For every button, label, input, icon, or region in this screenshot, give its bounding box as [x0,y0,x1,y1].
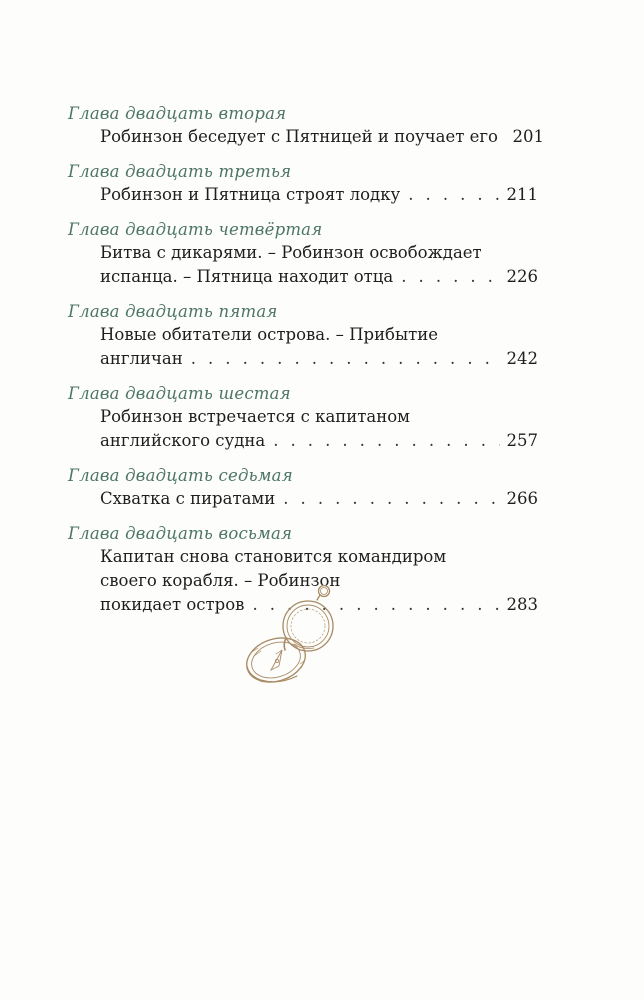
entry-text: английского судна [100,431,266,450]
toc-entry[interactable] [68,183,538,207]
compass-icon [238,578,348,688]
entry-line [100,125,544,149]
entry-text: Робинзон и Пятница строят лодку [100,185,401,204]
page-number: 226 [506,267,538,286]
chapter-title: Глава двадцать четвёртая [68,220,323,239]
table-of-contents [68,103,544,629]
dot-leader [401,265,500,289]
toc-chapter-22 [68,103,544,149]
entry-line [100,323,538,347]
page-number: 201 [512,127,544,146]
toc-entry[interactable] [68,405,538,453]
entry-text: своего корабля. – Робинзон [100,571,341,590]
toc-entry[interactable] [68,125,544,149]
chapter-title: Глава двадцать вторая [68,104,287,123]
toc-chapter-23 [68,161,538,207]
chapter-title: Глава двадцать восьмая [68,524,293,543]
dot-leader [273,429,500,453]
chapter-title: Глава двадцать седьмая [68,466,293,485]
entry-text: покидает остров [100,595,245,614]
entry-text: Капитан снова становится командиром [100,547,447,566]
page-number: 211 [506,185,538,204]
entry-line [100,241,538,265]
entry-line [100,183,538,207]
page-number: 257 [506,431,538,450]
page-number: 283 [506,595,538,614]
entry-text: Робинзон встречается с капитаном [100,407,411,426]
entry-text: Новые обитатели острова. – Прибытие [100,325,439,344]
toc-chapter-26 [68,383,538,453]
toc-entry[interactable] [68,487,538,511]
chapter-title: Глава двадцать шестая [68,384,291,403]
entry-line [100,487,538,511]
entry-line [100,545,538,569]
toc-entry[interactable] [68,323,538,371]
chapter-title: Глава двадцать пятая [68,302,278,321]
dot-leader [283,487,500,511]
page-number: 266 [506,489,538,508]
entry-line [100,265,538,289]
entry-text: Робинзон беседует с Пятницей и поучает его [100,127,498,146]
toc-chapter-27 [68,465,538,511]
entry-line [100,405,538,429]
toc-chapter-25 [68,301,538,371]
page-number: 242 [506,349,538,368]
entry-text: англичан [100,349,183,368]
toc-entry[interactable] [68,241,538,289]
entry-line [100,429,538,453]
entry-text: Битва с дикарями. – Робинзон освобождает [100,243,482,262]
chapter-title: Глава двадцать третья [68,162,292,181]
entry-line [100,347,538,371]
entry-text: испанца. – Пятница находит отца [100,267,394,286]
dot-leader [191,347,500,371]
toc-chapter-24 [68,219,538,289]
dot-leader [408,183,500,207]
entry-text: Схватка с пиратами [100,489,276,508]
